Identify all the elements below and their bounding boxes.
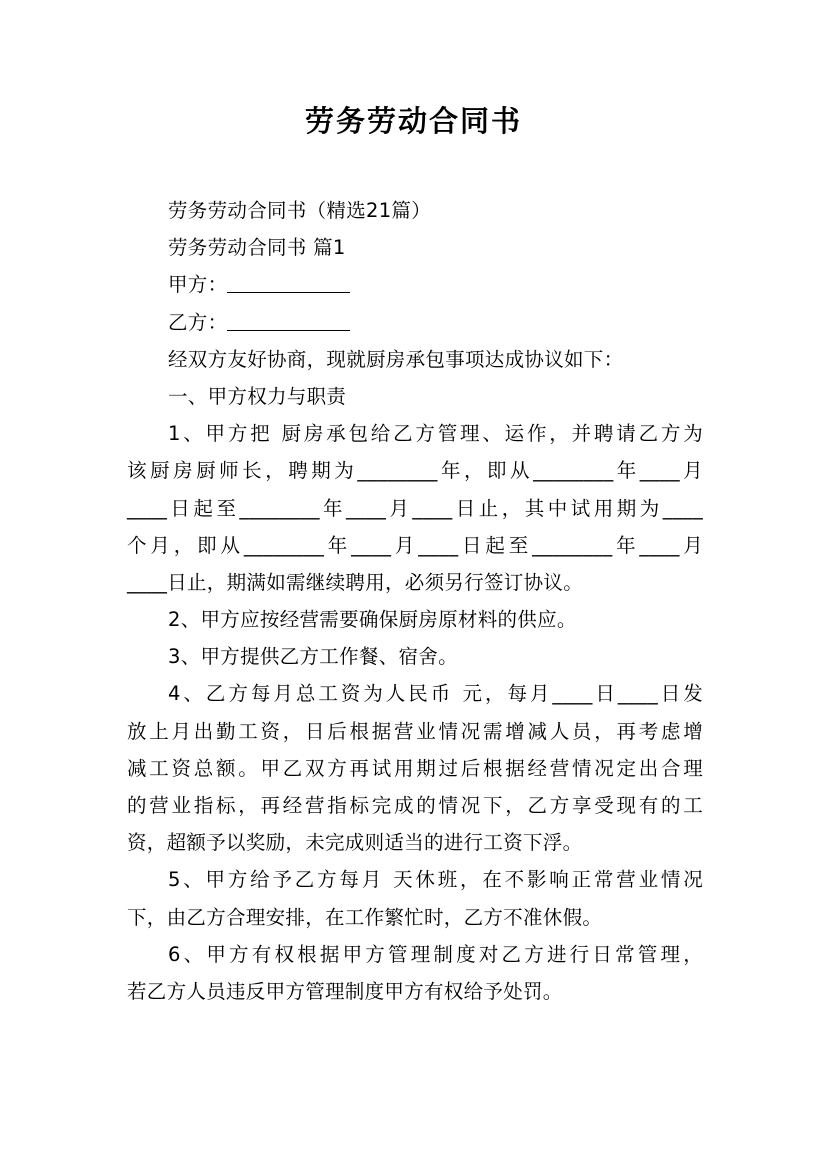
paragraph-line: 若乙方人员违反甲方管理制度甲方有权给予处罚。 — [127, 979, 563, 1003]
party-a-blank — [227, 274, 350, 293]
paragraph-line: 5、甲方给予乙方每月 天休班，在不影响正常营业情况 — [168, 868, 703, 892]
party-b-line — [127, 304, 703, 341]
paragraph-line: 3、甲方提供乙方工作餐、宿舍。 — [168, 645, 458, 669]
paragraph-line: 经双方友好协商，现就厨房承包事项达成协议如下： — [168, 347, 624, 371]
party-b-label: 乙方： — [168, 310, 228, 334]
paragraph-line: ____日止，期满如需继续聘用，必须另行签订协议。 — [127, 570, 583, 594]
section-heading: 劳务劳动合同书 篇1 — [168, 236, 346, 260]
party-b-blank — [227, 312, 350, 331]
document-title: 劳务劳动合同书 — [304, 104, 522, 138]
paragraph-line: 放上月出勤工资，日后根据营业情况需增减人员，再考虑增 — [127, 719, 703, 743]
paragraph-line: 6、甲方有权根据甲方管理制度对乙方进行日常管理， — [168, 942, 703, 966]
paragraph-line: 该厨房厨师长，聘期为________年，即从________年____月 — [127, 459, 703, 483]
paragraph-line: ____日起至________年____月____日止，其中试用期为____ — [127, 496, 703, 520]
paragraph-line: 下，由乙方合理安排，在工作繁忙时，乙方不准休假。 — [127, 905, 603, 929]
paragraph-line: 2、甲方应按经营需要确保厨房原材料的供应。 — [168, 608, 577, 632]
document-body — [127, 192, 703, 1010]
paragraph-line: 减工资总额。甲乙双方再试用期过后根据经营情况定出合理 — [127, 756, 703, 780]
paragraph-line: 资，超额予以奖励，未完成则适当的进行工资下浮。 — [127, 831, 583, 855]
paragraph-line: 的营业指标，再经营指标完成的情况下，乙方享受现有的工 — [127, 794, 703, 817]
subtitle-line: 劳务劳动合同书（精选21篇） — [168, 199, 432, 222]
party-a-label: 甲方： — [168, 273, 228, 297]
clause-heading: 一、甲方权力与职责 — [168, 384, 347, 408]
paragraph-line: 个月，即从________年____月____日起至________年____月 — [127, 533, 703, 557]
party-a-line — [127, 266, 703, 303]
paragraph-line: 4、乙方每月总工资为人民币 元，每月____日____日发 — [168, 682, 703, 706]
paragraph-line: 1、甲方把 厨房承包给乙方管理、运作，并聘请乙方为 — [168, 422, 703, 446]
